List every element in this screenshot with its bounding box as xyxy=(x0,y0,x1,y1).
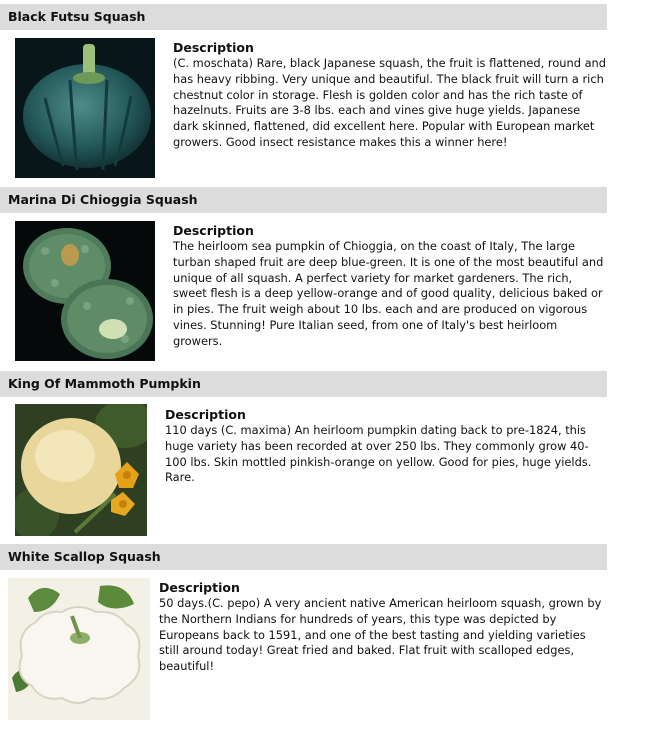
description-block xyxy=(159,580,609,675)
section-header-marina-di-chioggia xyxy=(0,187,607,213)
section-header-white-scallop xyxy=(0,544,607,570)
description-label: Description xyxy=(173,223,254,238)
section-title: Marina Di Chioggia Squash xyxy=(8,192,198,207)
section-title: Black Futsu Squash xyxy=(8,9,146,24)
description-block xyxy=(165,407,609,486)
description-label: Description xyxy=(165,407,246,422)
description-text: 50 days.(C. pepo) A very ancient native American heirloom squash, grown by the Northern Indians for hundreds of years, this type was depicted by Europeans back to 1591, and one of the best tasting and yielding varieties still around today! Great fried and baked. Flat fruit with scalloped edges, beautiful! xyxy=(159,596,602,674)
black-futsu-squash-image xyxy=(15,38,155,178)
description-label: Description xyxy=(159,580,240,595)
description-block xyxy=(173,40,609,151)
section-title: King Of Mammoth Pumpkin xyxy=(8,376,201,391)
description-text: 110 days (C. maxima) An heirloom pumpkin dating back to pre-1824, this huge variety has been recorded at over 250 lbs. They commonly grow 40-100 lbs. Skin mottled pinkish-orange on yellow. Good for pies, huge yields. Rare. xyxy=(165,423,592,485)
description-block xyxy=(173,223,609,350)
white-scallop-squash-image xyxy=(8,578,150,720)
description-text: The heirloom sea pumpkin of Chioggia, on the coast of Italy, The large turban shaped fruit are deep blue-green. It is one of the most beautiful and unique of all squash. A perfect variety for market gardeners. The rich, sweet flesh is a deep yellow-orange and of good quality, delicious baked or in pies. The fruit weigh about 10 lbs. each and are produced on vigorous vines. Stunning! Pure Italian seed, from one of Italy's best heirloom growers. xyxy=(173,239,604,348)
description-text: (C. moschata) Rare, black Japanese squash, the fruit is flattened, round and has heavy ribbing. Very unique and beautiful. The black fruit will turn a rich chestnut color in storage. Flesh is golden color and has the rich taste of hazelnuts. Fruits are 3-8 lbs. each and vines give huge yields. Japanese dark skinned, flattened, did excellent here. Popular with European market growers. Good insect resistance makes this a winner here! xyxy=(173,56,607,149)
marina-di-chioggia-squash-image xyxy=(15,221,155,361)
section-header-black-futsu xyxy=(0,4,607,30)
section-header-king-of-mammoth xyxy=(0,371,607,397)
section-title: White Scallop Squash xyxy=(8,549,161,564)
description-label: Description xyxy=(173,40,254,55)
king-of-mammoth-pumpkin-image xyxy=(15,404,147,536)
